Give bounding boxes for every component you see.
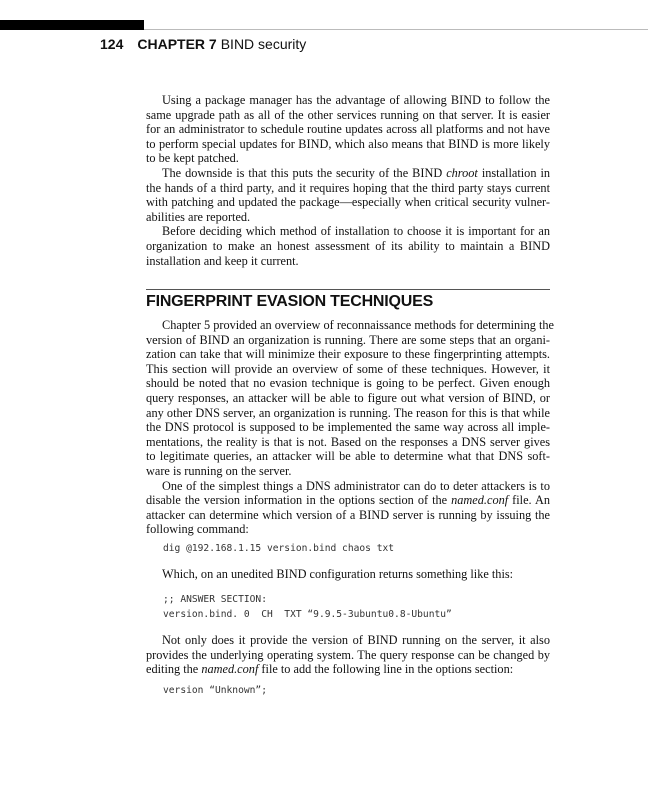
text-line: This section will provide an overview of some of these techniques. However, it [146, 361, 550, 376]
section-text [146, 318, 555, 537]
text-line: The downside is that this puts the security of the BIND chroot installation in [162, 165, 551, 180]
code-version-line: version “Unknown”; [163, 685, 267, 696]
running-header [100, 36, 306, 52]
text-line: attacker can determine which version of a BIND server is running by issuing the [146, 507, 550, 522]
text-line: with patching and updated the package—especially when critical security vulner- [146, 195, 550, 210]
text-line: any other DNS server, an organization is running. The reason for this is that while [146, 405, 550, 420]
text-line: for an administrator to schedule routine updates across all platforms and not have [146, 122, 550, 137]
text-line: to perform special updates for BIND, which also means that BIND is more likely [146, 136, 550, 151]
header-bar [0, 20, 144, 30]
text-line: Not only does it provide the version of BIND running on the server, it also [162, 633, 550, 647]
header-rule [144, 29, 648, 30]
text-line: One of the simplest things a DNS administrator can do to deter attackers is to [162, 478, 550, 493]
text-line: the DNS protocol is supposed to be implemented the same way across all imple- [146, 420, 550, 435]
code-answer-section: ;; ANSWER SECTION: version.bind. 0 CH TXT “9.9.5-3ubuntu0.8-Ubuntu” [163, 594, 452, 620]
paragraph-which: Which, on an unedited BIND configuration returns something like this: [162, 567, 514, 581]
text-line: Using a package manager has the advantage of allowing BIND to follow the [162, 93, 550, 107]
code-dig-command: dig @192.168.1.15 version.bind chaos txt [163, 543, 395, 554]
text-line: the hands of a third party, and it requires hoping that the third party stays current [146, 180, 550, 195]
text-line: same upgrade path as all of the other services running on that server. It is easier [146, 107, 550, 122]
text-line: installation and keep it current. [146, 253, 299, 268]
intro-text [146, 93, 550, 268]
text-line: following command: [146, 522, 249, 537]
text-line: version of BIND an organization is running. There are some steps that an organi- [146, 332, 550, 347]
text-line: provides the underlying operating system. The query response can be changed by [146, 647, 550, 662]
text-line: zation can take that will minimize their exposure to these fingerprinting attempts. [146, 347, 550, 362]
text-line: mentations, the reality is that is not. Based on the responses a DNS server gives [146, 434, 550, 449]
paragraph-not-only [146, 633, 550, 677]
text-line: ware is running on the server. [146, 463, 292, 478]
section-heading: FINGERPRINT EVASION TECHNIQUES [146, 293, 434, 310]
text-line: abilities are reported. [146, 209, 251, 224]
text-line: Before deciding which method of installation to choose it is important for an [162, 224, 550, 239]
text-line: disable the version information in the options section of the named.conf file. An [146, 493, 550, 508]
chapter-label: CHAPTER 7 [137, 36, 217, 52]
text-line: organization to make an honest assessment of its ability to maintain a BIND [146, 238, 550, 253]
text-line: editing the named.conf file to add the following line in the options section: [146, 662, 514, 677]
chapter-title: BIND security [220, 36, 307, 52]
section-rule [146, 289, 550, 290]
text-line: query responses, an attacker will be able to figure out what version of BIND, or [146, 390, 550, 405]
text-line: should be noted that no evasion technique is going to be perfect. Given enough [146, 376, 550, 391]
text-line: Chapter 5 provided an overview of reconnaissance methods for determining the [162, 318, 555, 332]
page-number: 124 [100, 36, 124, 52]
text-line: to be kept patched. [146, 151, 239, 166]
text-line: to legitimate queries, an attacker will be able to determine what that DNS soft- [146, 449, 550, 464]
